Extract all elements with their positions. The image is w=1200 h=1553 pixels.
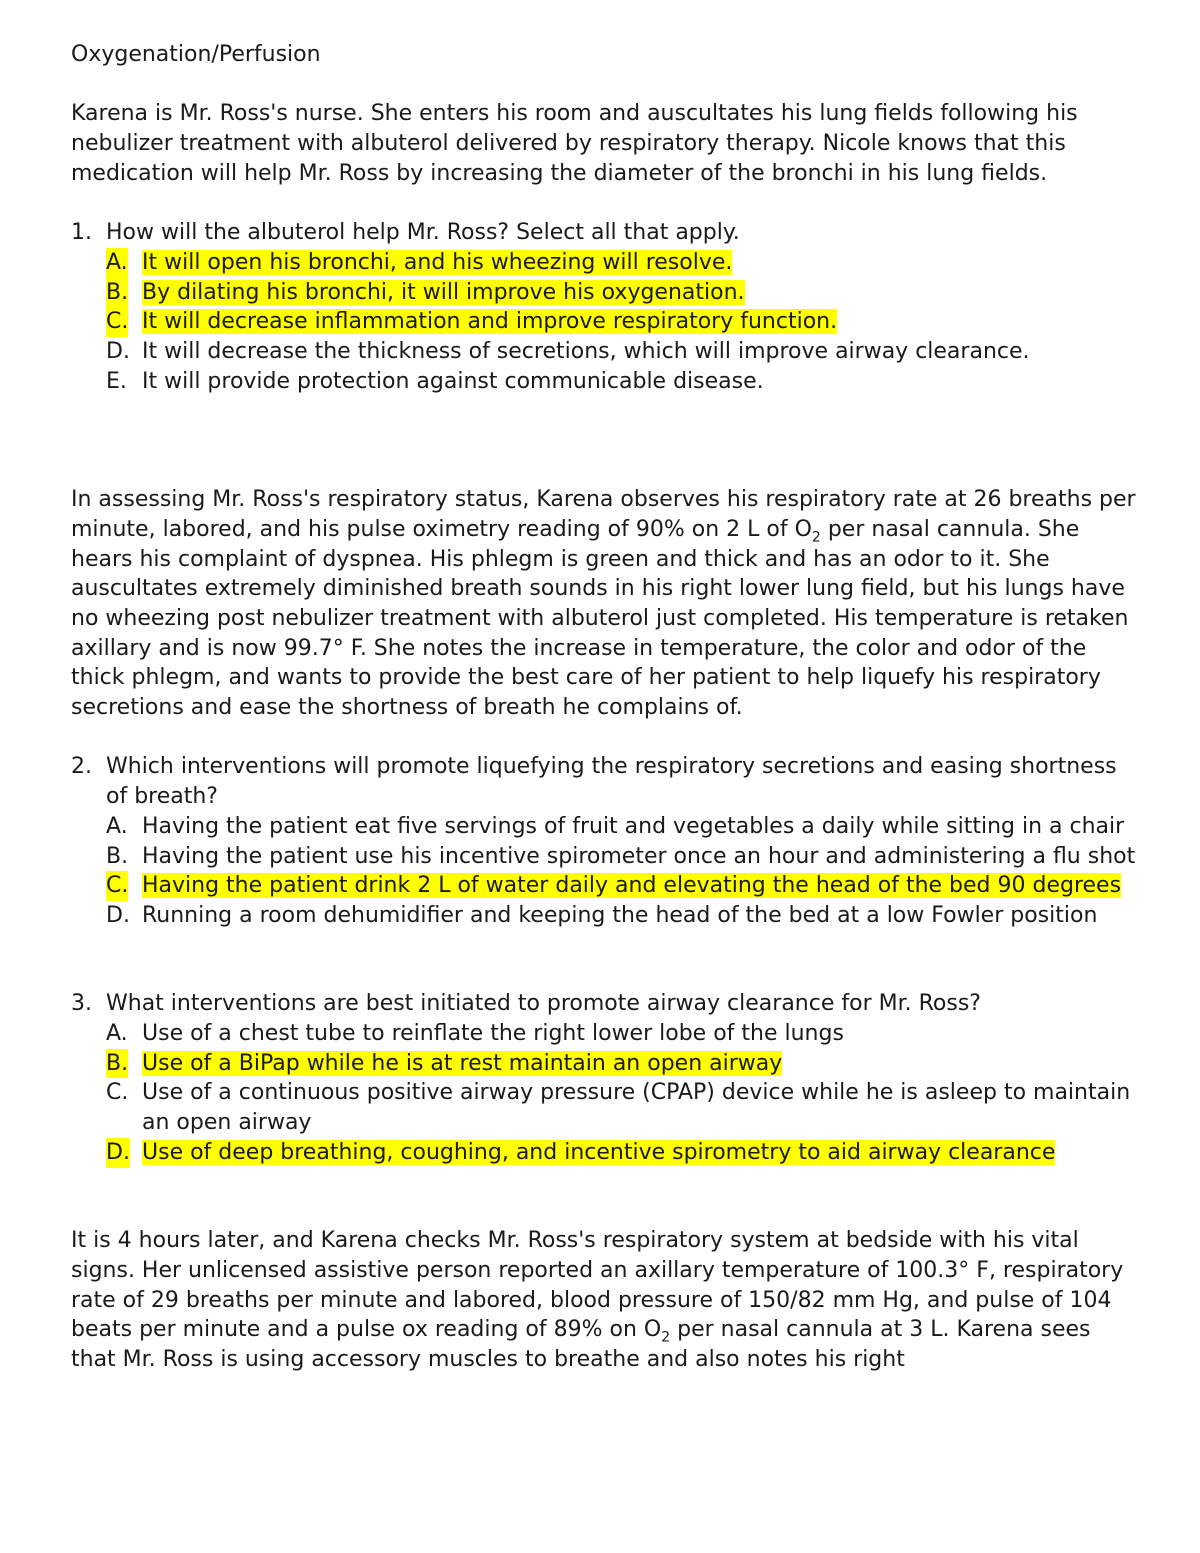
option-b[interactable] bbox=[71, 842, 1140, 872]
option-d[interactable] bbox=[71, 337, 1140, 367]
paragraph-text: In assessing Mr. Ross's respiratory status, Karena observes his respiratory rate at 26 breaths per minute, labored, and his pulse oximetry reading of 90% on 2 L of O bbox=[71, 487, 1136, 542]
option-letter: C. bbox=[106, 307, 128, 337]
option-letter: D. bbox=[106, 339, 130, 364]
option-c[interactable] bbox=[71, 307, 1140, 337]
paragraph-text: It is 4 hours later, and Karena checks Mr. Ross's respiratory system at bedside with his vital signs. Her unlicensed assistive person reported an axillary temperature of 100.3° F, respiratory rate of 29 breaths per minute and labored, blood pressure of 150/82 mm Hg, and pulse of 104 beats per minute and a pulse ox reading of 89% on O bbox=[71, 1228, 1124, 1343]
option-letter: D. bbox=[106, 1138, 130, 1168]
option-letter: A. bbox=[106, 1021, 128, 1047]
option-a[interactable] bbox=[71, 1019, 1140, 1049]
option-letter: A. bbox=[106, 813, 128, 839]
spacer bbox=[71, 426, 1140, 485]
question-number: 2. bbox=[71, 754, 92, 780]
question-stem bbox=[71, 752, 1140, 811]
option-letter: C. bbox=[106, 1080, 129, 1106]
option-text: Use of a continuous positive airway pressure (CPAP) device while he is asleep to maintain an open airway bbox=[142, 1080, 1131, 1136]
subscript: 2 bbox=[811, 529, 821, 546]
option-list bbox=[71, 1019, 1140, 1168]
question-3 bbox=[71, 989, 1140, 1167]
assessment-paragraph bbox=[71, 485, 1140, 723]
option-text: Use of deep breathing, coughing, and incentive spirometry to aid airway clearance bbox=[142, 1139, 1056, 1165]
option-letter: D. bbox=[106, 902, 130, 928]
option-list bbox=[71, 812, 1140, 931]
option-text: Running a room dehumidifier and keeping the head of the bed at a low Fowler position bbox=[142, 902, 1098, 928]
question-text: What interventions are best initiated to promote airway clearance for Mr. Ross? bbox=[106, 991, 981, 1017]
option-c[interactable] bbox=[71, 871, 1140, 901]
option-text: Having the patient use his incentive spirometer once an hour and administering a flu shot bbox=[142, 843, 1136, 869]
followup-paragraph bbox=[71, 1226, 1140, 1375]
option-letter: B. bbox=[106, 843, 129, 869]
intro-paragraph: Karena is Mr. Ross's nurse. She enters his room and auscultates his lung fields following his nebulizer treatment with albuterol delivered by respiratory therapy. Nicole knows that this medication will help Mr. Ross by increasing the diameter of the bronchi in his lung fields. bbox=[71, 101, 1078, 186]
question-text: Which interventions will promote liquefying the respiratory secretions and easing shortness of breath? bbox=[106, 754, 1117, 810]
question-1 bbox=[71, 218, 1140, 396]
option-letter: B. bbox=[106, 1049, 128, 1079]
option-letter: C. bbox=[106, 871, 128, 901]
option-text: It will decrease inflammation and improve respiratory function. bbox=[142, 309, 838, 335]
option-text: Use of a BiPap while he is at rest maintain an open airway bbox=[142, 1050, 783, 1076]
option-text: By dilating his bronchi, it will improve his oxygenation. bbox=[142, 279, 745, 305]
spacer bbox=[71, 1197, 1140, 1226]
option-letter: B. bbox=[106, 278, 128, 308]
spacer bbox=[71, 960, 1140, 989]
paragraph-text: per nasal cannula at 3 L. Karena sees that Mr. Ross is using accessory muscles to breathe and also notes his right bbox=[71, 1317, 1091, 1373]
option-text: It will decrease the thickness of secretions, which will improve airway clearance. bbox=[142, 339, 1030, 364]
option-list bbox=[71, 248, 1140, 397]
option-letter: E. bbox=[106, 368, 127, 394]
subscript: 2 bbox=[661, 1329, 671, 1346]
question-stem bbox=[71, 218, 1140, 248]
option-text: Use of a chest tube to reinflate the right lower lobe of the lungs bbox=[142, 1021, 844, 1047]
option-text: It will provide protection against communicable disease. bbox=[142, 368, 764, 394]
paragraph-text: per nasal cannula. She hears his complaint of dyspnea. His phlegm is green and thick and has an odor to it. She auscultates extremely diminished breath sounds in his right lower lung field, but his lungs have no wheezing post nebulizer treatment with albuterol just completed. His temperature is retaken axillary and is now 99.7° F. She notes the increase in temperature, the color and odor of the thick phlegm, and wants to provide the best care of her patient to help liquefy his respiratory secretions and ease the shortness of breath he complains of. bbox=[71, 516, 1129, 721]
document-title: Oxygenation/Perfusion bbox=[71, 42, 321, 67]
option-text: It will open his bronchi, and his wheezing will resolve. bbox=[142, 249, 733, 275]
option-b[interactable] bbox=[71, 278, 1140, 308]
option-text: Having the patient drink 2 L of water daily and elevating the head of the bed 90 degrees bbox=[142, 873, 1122, 899]
question-2 bbox=[71, 752, 1140, 930]
option-text: Having the patient eat five servings of fruit and vegetables a daily while sitting in a chair bbox=[142, 813, 1125, 839]
option-a[interactable] bbox=[71, 248, 1140, 278]
question-text: How will the albuterol help Mr. Ross? Select all that apply. bbox=[106, 220, 740, 246]
question-stem bbox=[71, 989, 1140, 1019]
option-a[interactable] bbox=[71, 812, 1140, 842]
option-c[interactable] bbox=[71, 1078, 1140, 1137]
option-d[interactable] bbox=[71, 1138, 1140, 1168]
question-number: 1. bbox=[71, 220, 92, 246]
question-number: 3. bbox=[71, 991, 92, 1017]
option-letter: A. bbox=[106, 248, 128, 278]
option-b[interactable] bbox=[71, 1049, 1140, 1079]
option-d[interactable] bbox=[71, 901, 1140, 931]
option-e[interactable] bbox=[71, 367, 1140, 397]
